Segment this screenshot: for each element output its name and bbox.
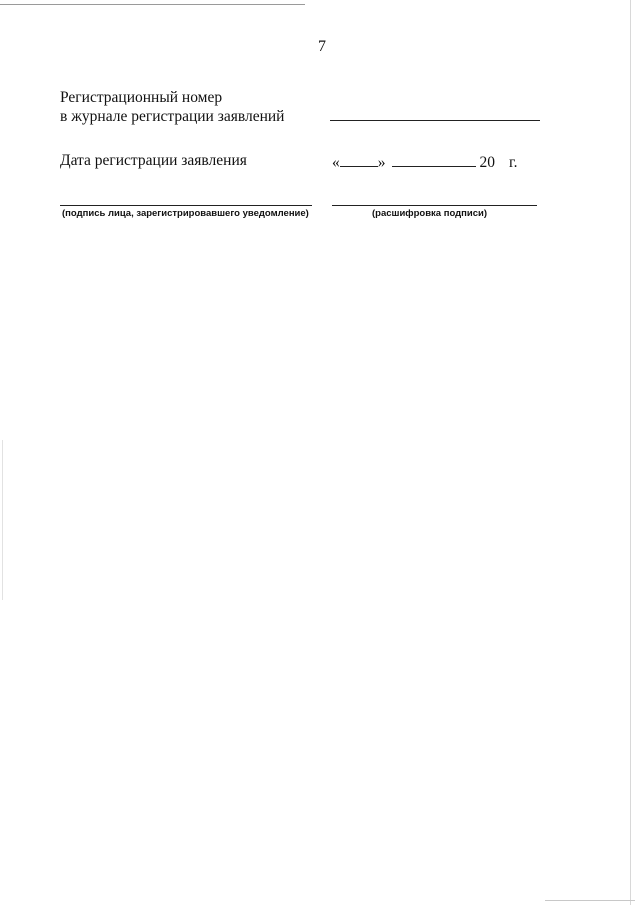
signature-field[interactable] xyxy=(60,205,312,206)
year-prefix: 20 xyxy=(479,154,495,171)
scan-edge-bottom xyxy=(545,900,635,901)
scan-edge-right xyxy=(630,0,631,905)
registration-number-field[interactable] xyxy=(330,120,540,121)
signature-caption: (подпись лица, зарегистрировавшего уведомление) xyxy=(62,208,309,219)
day-field[interactable] xyxy=(340,152,378,167)
page-number: 7 xyxy=(318,38,326,55)
scan-edge-left xyxy=(2,440,3,600)
scan-edge-top xyxy=(0,4,305,5)
registration-date-field xyxy=(332,152,517,172)
open-quote: « xyxy=(332,154,340,171)
close-quote: » xyxy=(377,154,386,171)
month-field[interactable] xyxy=(392,152,476,167)
signature-transcript-caption: (расшифровка подписи) xyxy=(372,208,488,219)
year-suffix: г. xyxy=(509,154,518,171)
registration-number-label xyxy=(60,88,284,126)
registration-label-line1: Регистрационный номер xyxy=(60,89,223,106)
registration-date-label: Дата регистрации заявления xyxy=(60,152,247,169)
signature-transcript-field[interactable] xyxy=(332,205,537,206)
year-field[interactable] xyxy=(495,166,509,167)
registration-label-line2: в журнале регистрации заявлений xyxy=(60,108,285,125)
